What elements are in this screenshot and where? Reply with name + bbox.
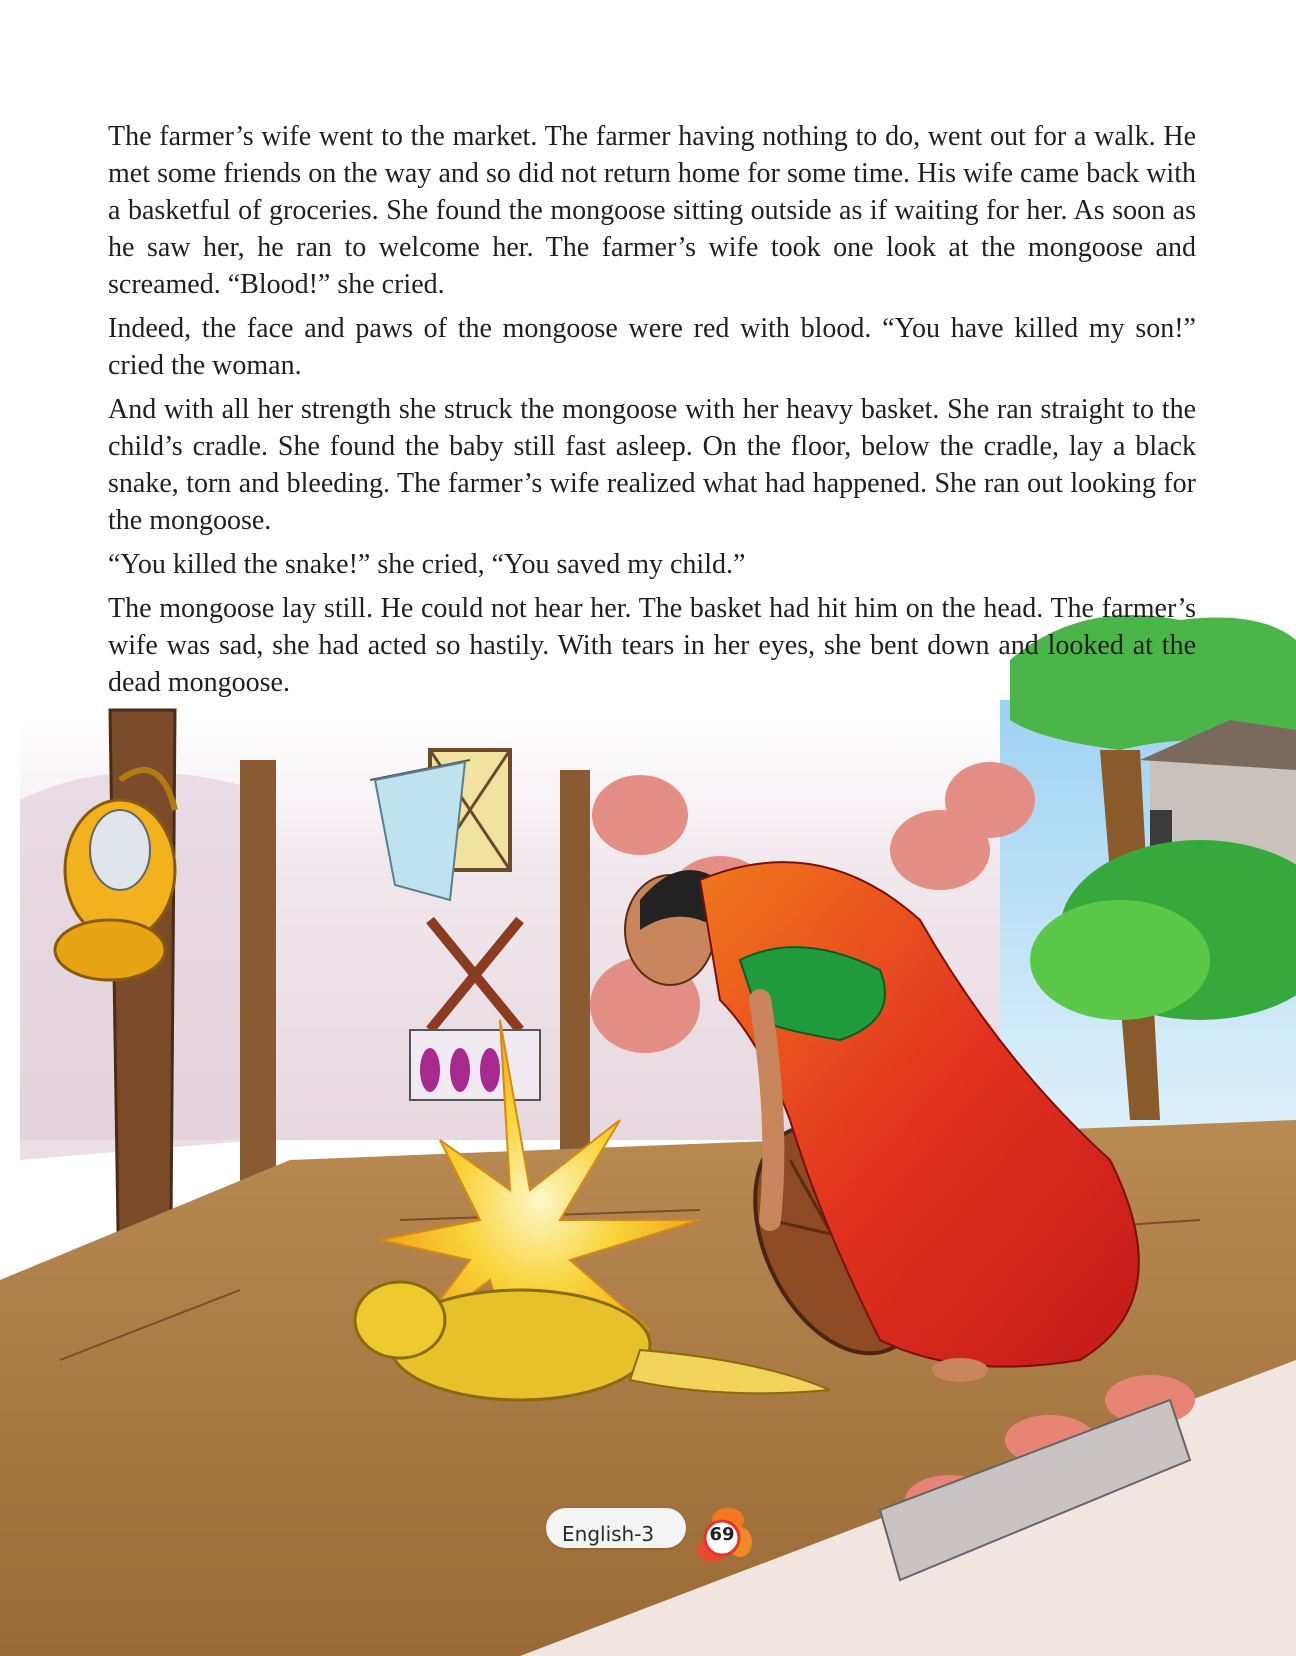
paragraph-1: The farmer’s wife went to the market. The farmer having nothing to do, went out for a walk. He met some friends on the way and so did not return home for some time. His wife came back with a basketful of groceries. She found the mongoose sitting outside as if waiting for her. As soon as he saw her, he ran to welcome her. The farmer’s wife took one look at the mongoose and screamed. “Blood!” she cried. <box>108 121 1196 300</box>
story-illustration <box>0 600 1296 1656</box>
story-text <box>108 118 1196 708</box>
book-label-pill <box>546 1508 686 1548</box>
paragraph-5: The mongoose lay still. He could not hear her. The basket had hit him on the head. The farmer’s wife was sad, she had acted so hastily. With tears in her eyes, she bent down and looked at the dead mongoose. <box>108 593 1196 698</box>
paragraph-4: “You killed the snake!” she cried, “You saved my child.” <box>108 549 746 580</box>
paragraph-2: Indeed, the face and paws of the mongoose were red with blood. “You have killed my son!” cried the woman. <box>108 313 1196 381</box>
page-footer-badge <box>546 1502 776 1572</box>
paragraph-3: And with all her strength she struck the mongoose with her heavy basket. She ran straight to the child’s cradle. She found the baby still fast asleep. On the floor, below the cradle, lay a black snake, torn and bleeding. The farmer’s wife realized what had happened. She ran out looking for the mongoose. <box>108 394 1196 536</box>
page-number: 69 <box>709 1524 735 1545</box>
book-label: English-3 <box>562 1522 655 1546</box>
